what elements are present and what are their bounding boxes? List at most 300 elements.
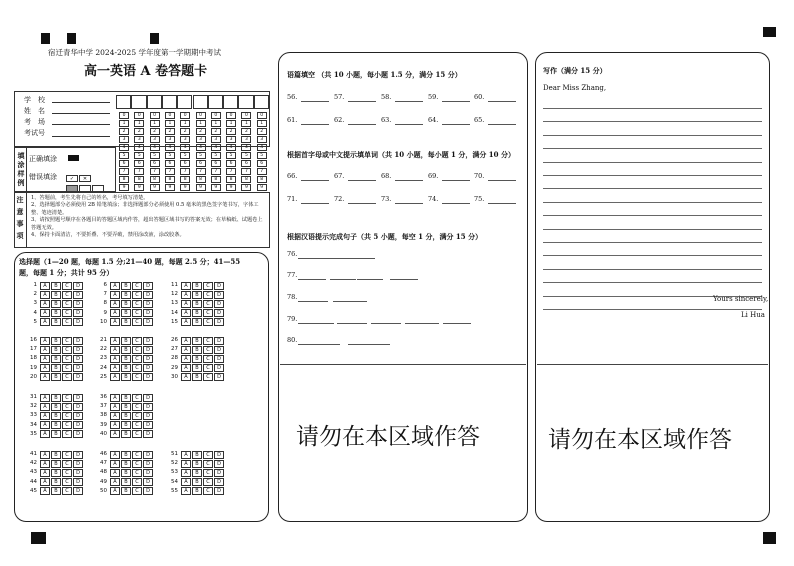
exam-number-bubble[interactable]: 1	[241, 120, 251, 127]
exam-number-bubble[interactable]: 8	[150, 176, 160, 183]
answer-bubble-c[interactable]: C	[132, 487, 142, 495]
answer-bubble-d[interactable]: D	[143, 478, 153, 486]
answer-bubble-b[interactable]: B	[121, 478, 131, 486]
answer-bubble-b[interactable]: B	[51, 430, 61, 438]
answer-bubble-b[interactable]: B	[192, 451, 202, 459]
answer-bubble-c[interactable]: C	[62, 394, 72, 402]
answer-bubble-d[interactable]: D	[214, 364, 224, 372]
writing-line[interactable]	[543, 282, 762, 283]
writing-line[interactable]	[543, 121, 762, 122]
answer-bubble-b[interactable]: B	[121, 403, 131, 411]
answer-bubble-d[interactable]: D	[73, 469, 83, 477]
exam-number-field[interactable]	[52, 136, 110, 137]
answer-bubble-b[interactable]: B	[51, 394, 61, 402]
answer-bubble-a[interactable]: A	[110, 403, 120, 411]
exam-number-bubble[interactable]: 3	[134, 136, 144, 143]
answer-bubble-d[interactable]: D	[143, 355, 153, 363]
answer-blank[interactable]	[488, 101, 516, 102]
answer-bubble-d[interactable]: D	[143, 451, 153, 459]
answer-bubble-d[interactable]: D	[143, 282, 153, 290]
exam-number-digit-box[interactable]	[177, 95, 192, 109]
answer-bubble-c[interactable]: C	[62, 460, 72, 468]
sentence-blank[interactable]	[333, 301, 367, 302]
answer-bubble-b[interactable]: B	[121, 282, 131, 290]
answer-bubble-c[interactable]: C	[62, 346, 72, 354]
exam-number-bubble[interactable]: 6	[226, 160, 236, 167]
answer-bubble-a[interactable]: A	[110, 291, 120, 299]
answer-bubble-d[interactable]: D	[214, 309, 224, 317]
exam-number-bubble[interactable]: 8	[257, 176, 267, 183]
exam-number-digit-box[interactable]	[147, 95, 162, 109]
answer-bubble-c[interactable]: C	[203, 346, 213, 354]
sentence-blank[interactable]	[348, 344, 390, 345]
answer-bubble-c[interactable]: C	[132, 430, 142, 438]
answer-bubble-c[interactable]: C	[62, 430, 72, 438]
answer-bubble-b[interactable]: B	[121, 451, 131, 459]
exam-number-bubble[interactable]: 5	[226, 152, 236, 159]
answer-bubble-a[interactable]: A	[40, 355, 50, 363]
exam-number-bubble[interactable]: 8	[119, 176, 129, 183]
answer-bubble-b[interactable]: B	[192, 309, 202, 317]
answer-bubble-c[interactable]: C	[132, 403, 142, 411]
answer-bubble-c[interactable]: C	[203, 282, 213, 290]
exam-number-digit-box[interactable]	[208, 95, 223, 109]
exam-number-bubble[interactable]: 1	[257, 120, 267, 127]
answer-bubble-b[interactable]: B	[121, 421, 131, 429]
writing-line[interactable]	[543, 108, 762, 109]
exam-number-bubble[interactable]: 3	[211, 136, 221, 143]
exam-number-bubble[interactable]: 0	[180, 112, 190, 119]
answer-bubble-a[interactable]: A	[110, 451, 120, 459]
answer-bubble-b[interactable]: B	[51, 282, 61, 290]
answer-bubble-b[interactable]: B	[121, 373, 131, 381]
exam-number-bubble[interactable]: 3	[257, 136, 267, 143]
answer-bubble-a[interactable]: A	[181, 469, 191, 477]
exam-number-bubble[interactable]: 9	[119, 184, 129, 191]
answer-bubble-c[interactable]: C	[132, 291, 142, 299]
answer-bubble-b[interactable]: B	[51, 478, 61, 486]
answer-bubble-a[interactable]: A	[110, 373, 120, 381]
exam-number-grid[interactable]	[116, 95, 269, 192]
answer-bubble-d[interactable]: D	[143, 394, 153, 402]
answer-bubble-d[interactable]: D	[214, 318, 224, 326]
answer-bubble-a[interactable]: A	[181, 291, 191, 299]
answer-bubble-c[interactable]: C	[132, 300, 142, 308]
answer-bubble-c[interactable]: C	[62, 487, 72, 495]
answer-bubble-c[interactable]: C	[132, 412, 142, 420]
answer-bubble-b[interactable]: B	[51, 451, 61, 459]
answer-bubble-a[interactable]: A	[40, 469, 50, 477]
exam-number-bubble[interactable]: 4	[119, 144, 129, 151]
exam-number-bubble[interactable]: 7	[241, 168, 251, 175]
answer-bubble-c[interactable]: C	[203, 355, 213, 363]
answer-bubble-a[interactable]: A	[40, 291, 50, 299]
answer-bubble-a[interactable]: A	[40, 451, 50, 459]
answer-blank[interactable]	[395, 124, 423, 125]
exam-number-bubble[interactable]: 0	[257, 112, 267, 119]
exam-number-bubble[interactable]: 0	[150, 112, 160, 119]
answer-bubble-b[interactable]: B	[51, 318, 61, 326]
answer-blank[interactable]	[301, 180, 329, 181]
answer-bubble-c[interactable]: C	[203, 337, 213, 345]
answer-bubble-d[interactable]: D	[143, 403, 153, 411]
exam-number-bubble[interactable]: 9	[257, 184, 267, 191]
answer-bubble-b[interactable]: B	[192, 460, 202, 468]
writing-line[interactable]	[543, 255, 762, 256]
answer-bubble-d[interactable]: D	[214, 291, 224, 299]
answer-bubble-d[interactable]: D	[143, 373, 153, 381]
answer-bubble-a[interactable]: A	[110, 337, 120, 345]
answer-bubble-d[interactable]: D	[214, 300, 224, 308]
exam-number-bubble[interactable]: 0	[241, 112, 251, 119]
answer-bubble-d[interactable]: D	[143, 460, 153, 468]
answer-bubble-d[interactable]: D	[73, 309, 83, 317]
answer-bubble-a[interactable]: A	[110, 300, 120, 308]
answer-bubble-b[interactable]: B	[121, 355, 131, 363]
answer-bubble-a[interactable]: A	[110, 487, 120, 495]
exam-number-bubble[interactable]: 5	[196, 152, 206, 159]
exam-number-bubble[interactable]: 5	[257, 152, 267, 159]
answer-bubble-b[interactable]: B	[51, 373, 61, 381]
answer-bubble-d[interactable]: D	[143, 346, 153, 354]
writing-line[interactable]	[543, 162, 762, 163]
answer-bubble-b[interactable]: B	[121, 291, 131, 299]
answer-bubble-d[interactable]: D	[214, 355, 224, 363]
exam-number-bubble[interactable]: 7	[150, 168, 160, 175]
answer-bubble-b[interactable]: B	[121, 487, 131, 495]
answer-bubble-a[interactable]: A	[110, 412, 120, 420]
answer-bubble-c[interactable]: C	[62, 355, 72, 363]
answer-bubble-d[interactable]: D	[214, 282, 224, 290]
exam-number-bubble[interactable]: 9	[196, 184, 206, 191]
answer-blank[interactable]	[348, 101, 376, 102]
exam-number-bubble[interactable]: 4	[226, 144, 236, 151]
answer-bubble-c[interactable]: C	[62, 337, 72, 345]
answer-bubble-d[interactable]: D	[143, 430, 153, 438]
answer-bubble-b[interactable]: B	[51, 403, 61, 411]
answer-bubble-b[interactable]: B	[121, 300, 131, 308]
answer-bubble-a[interactable]: A	[110, 309, 120, 317]
answer-bubble-c[interactable]: C	[203, 364, 213, 372]
exam-number-bubble[interactable]: 3	[119, 136, 129, 143]
exam-number-bubble[interactable]: 6	[180, 160, 190, 167]
answer-bubble-a[interactable]: A	[181, 337, 191, 345]
answer-bubble-a[interactable]: A	[40, 394, 50, 402]
exam-number-bubble[interactable]: 9	[134, 184, 144, 191]
exam-number-bubble[interactable]: 2	[196, 128, 206, 135]
exam-number-bubble[interactable]: 1	[226, 120, 236, 127]
exam-number-bubble[interactable]: 2	[226, 128, 236, 135]
answer-bubble-c[interactable]: C	[203, 469, 213, 477]
answer-bubble-a[interactable]: A	[40, 282, 50, 290]
answer-bubble-c[interactable]: C	[132, 469, 142, 477]
answer-bubble-c[interactable]: C	[62, 469, 72, 477]
exam-number-bubble[interactable]: 6	[119, 160, 129, 167]
answer-blank[interactable]	[348, 124, 376, 125]
answer-bubble-a[interactable]: A	[181, 309, 191, 317]
exam-number-bubble[interactable]: 3	[165, 136, 175, 143]
exam-number-bubble[interactable]: 9	[226, 184, 236, 191]
exam-number-bubble[interactable]: 3	[226, 136, 236, 143]
answer-bubble-a[interactable]: A	[40, 403, 50, 411]
answer-bubble-a[interactable]: A	[110, 469, 120, 477]
exam-number-bubble[interactable]: 2	[150, 128, 160, 135]
answer-bubble-a[interactable]: A	[40, 412, 50, 420]
answer-bubble-a[interactable]: A	[110, 421, 120, 429]
exam-number-bubble[interactable]: 0	[196, 112, 206, 119]
answer-bubble-c[interactable]: C	[62, 421, 72, 429]
exam-number-bubble[interactable]: 4	[150, 144, 160, 151]
answer-bubble-a[interactable]: A	[181, 364, 191, 372]
answer-bubble-b[interactable]: B	[121, 469, 131, 477]
answer-bubble-d[interactable]: D	[143, 364, 153, 372]
exam-number-bubble[interactable]: 6	[241, 160, 251, 167]
exam-number-bubble[interactable]: 9	[180, 184, 190, 191]
writing-line[interactable]	[543, 202, 762, 203]
exam-number-bubble[interactable]: 4	[241, 144, 251, 151]
answer-bubble-d[interactable]: D	[73, 355, 83, 363]
exam-number-bubble[interactable]: 5	[241, 152, 251, 159]
answer-bubble-d[interactable]: D	[73, 282, 83, 290]
answer-bubble-d[interactable]: D	[143, 469, 153, 477]
exam-number-bubble[interactable]: 2	[165, 128, 175, 135]
answer-bubble-c[interactable]: C	[62, 373, 72, 381]
answer-blank[interactable]	[488, 124, 516, 125]
exam-number-digit-box[interactable]	[131, 95, 146, 109]
answer-bubble-c[interactable]: C	[132, 394, 142, 402]
answer-bubble-c[interactable]: C	[62, 300, 72, 308]
answer-bubble-a[interactable]: A	[40, 318, 50, 326]
answer-bubble-c[interactable]: C	[62, 318, 72, 326]
answer-bubble-c[interactable]: C	[132, 421, 142, 429]
exam-number-bubble[interactable]: 6	[150, 160, 160, 167]
answer-bubble-c[interactable]: C	[132, 373, 142, 381]
answer-bubble-a[interactable]: A	[181, 451, 191, 459]
answer-bubble-c[interactable]: C	[203, 478, 213, 486]
answer-blank[interactable]	[301, 124, 329, 125]
exam-number-bubble[interactable]: 9	[165, 184, 175, 191]
writing-line[interactable]	[543, 148, 762, 149]
answer-blank[interactable]	[395, 180, 423, 181]
sentence-blank[interactable]	[298, 301, 328, 302]
answer-bubble-c[interactable]: C	[132, 282, 142, 290]
writing-line[interactable]	[543, 215, 762, 216]
answer-bubble-d[interactable]: D	[73, 412, 83, 420]
exam-number-bubble[interactable]: 5	[165, 152, 175, 159]
answer-bubble-b[interactable]: B	[51, 460, 61, 468]
answer-bubble-a[interactable]: A	[40, 373, 50, 381]
answer-bubble-b[interactable]: B	[51, 412, 61, 420]
answer-bubble-b[interactable]: B	[192, 364, 202, 372]
answer-bubble-a[interactable]: A	[181, 478, 191, 486]
answer-bubble-a[interactable]: A	[40, 364, 50, 372]
answer-bubble-c[interactable]: C	[62, 291, 72, 299]
exam-number-bubble[interactable]: 9	[241, 184, 251, 191]
exam-number-bubble[interactable]: 0	[119, 112, 129, 119]
writing-line[interactable]	[543, 242, 762, 243]
answer-bubble-d[interactable]: D	[73, 291, 83, 299]
exam-number-bubble[interactable]: 7	[119, 168, 129, 175]
answer-bubble-b[interactable]: B	[51, 355, 61, 363]
exam-number-bubble[interactable]: 8	[165, 176, 175, 183]
answer-bubble-b[interactable]: B	[51, 291, 61, 299]
sentence-blank[interactable]	[443, 323, 471, 324]
answer-bubble-d[interactable]: D	[73, 346, 83, 354]
answer-bubble-b[interactable]: B	[192, 373, 202, 381]
answer-bubble-c[interactable]: C	[62, 309, 72, 317]
answer-bubble-d[interactable]: D	[73, 318, 83, 326]
answer-bubble-b[interactable]: B	[121, 346, 131, 354]
answer-bubble-d[interactable]: D	[214, 469, 224, 477]
answer-bubble-a[interactable]: A	[110, 346, 120, 354]
answer-bubble-a[interactable]: A	[40, 460, 50, 468]
answer-bubble-c[interactable]: C	[62, 478, 72, 486]
answer-bubble-b[interactable]: B	[192, 355, 202, 363]
answer-bubble-a[interactable]: A	[181, 300, 191, 308]
answer-bubble-c[interactable]: C	[132, 309, 142, 317]
answer-bubble-b[interactable]: B	[192, 300, 202, 308]
answer-bubble-b[interactable]: B	[121, 318, 131, 326]
answer-bubble-c[interactable]: C	[62, 412, 72, 420]
exam-number-bubble[interactable]: 6	[196, 160, 206, 167]
answer-bubble-a[interactable]: A	[181, 346, 191, 354]
answer-bubble-c[interactable]: C	[62, 403, 72, 411]
answer-bubble-a[interactable]: A	[110, 394, 120, 402]
answer-blank[interactable]	[442, 101, 470, 102]
answer-bubble-b[interactable]: B	[121, 364, 131, 372]
answer-bubble-c[interactable]: C	[203, 309, 213, 317]
exam-number-bubble[interactable]: 3	[180, 136, 190, 143]
answer-bubble-b[interactable]: B	[51, 421, 61, 429]
answer-bubble-c[interactable]: C	[132, 318, 142, 326]
answer-blank[interactable]	[395, 203, 423, 204]
answer-bubble-a[interactable]: A	[181, 318, 191, 326]
answer-bubble-c[interactable]: C	[132, 451, 142, 459]
exam-number-digit-box[interactable]	[162, 95, 177, 109]
answer-bubble-d[interactable]: D	[73, 430, 83, 438]
answer-bubble-b[interactable]: B	[121, 309, 131, 317]
exam-number-bubble[interactable]: 7	[257, 168, 267, 175]
sentence-blank[interactable]	[371, 323, 401, 324]
answer-bubble-c[interactable]: C	[203, 373, 213, 381]
answer-bubble-b[interactable]: B	[121, 337, 131, 345]
exam-number-bubble[interactable]: 5	[180, 152, 190, 159]
exam-number-bubble[interactable]: 4	[211, 144, 221, 151]
exam-number-bubble[interactable]: 4	[165, 144, 175, 151]
exam-number-bubble[interactable]: 7	[196, 168, 206, 175]
exam-number-digit-box[interactable]	[223, 95, 238, 109]
sentence-blank[interactable]	[405, 323, 439, 324]
answer-bubble-d[interactable]: D	[73, 421, 83, 429]
answer-bubble-c[interactable]: C	[62, 451, 72, 459]
exam-number-bubble[interactable]: 4	[134, 144, 144, 151]
exam-number-bubble[interactable]: 1	[119, 120, 129, 127]
answer-bubble-d[interactable]: D	[214, 478, 224, 486]
answer-bubble-d[interactable]: D	[73, 403, 83, 411]
answer-blank[interactable]	[442, 203, 470, 204]
answer-bubble-d[interactable]: D	[73, 337, 83, 345]
exam-number-bubble[interactable]: 7	[165, 168, 175, 175]
answer-bubble-d[interactable]: D	[73, 487, 83, 495]
exam-number-bubble[interactable]: 6	[134, 160, 144, 167]
exam-number-bubble[interactable]: 2	[134, 128, 144, 135]
answer-bubble-d[interactable]: D	[214, 487, 224, 495]
answer-bubble-d[interactable]: D	[143, 337, 153, 345]
sentence-blank[interactable]	[330, 279, 356, 280]
answer-bubble-b[interactable]: B	[121, 430, 131, 438]
sentence-blank[interactable]	[337, 323, 367, 324]
answer-bubble-d[interactable]: D	[214, 373, 224, 381]
answer-bubble-a[interactable]: A	[40, 337, 50, 345]
exam-number-bubble[interactable]: 3	[241, 136, 251, 143]
answer-bubble-b[interactable]: B	[51, 487, 61, 495]
answer-bubble-a[interactable]: A	[181, 460, 191, 468]
sentence-blank[interactable]	[357, 279, 383, 280]
answer-bubble-a[interactable]: A	[110, 364, 120, 372]
answer-bubble-c[interactable]: C	[203, 460, 213, 468]
name-field[interactable]	[52, 113, 110, 114]
answer-blank[interactable]	[348, 203, 376, 204]
exam-number-bubble[interactable]: 2	[241, 128, 251, 135]
answer-bubble-d[interactable]: D	[143, 487, 153, 495]
exam-number-bubble[interactable]: 9	[150, 184, 160, 191]
answer-blank[interactable]	[301, 203, 329, 204]
exam-number-digit-box[interactable]	[193, 95, 208, 109]
answer-bubble-a[interactable]: A	[110, 460, 120, 468]
exam-number-bubble[interactable]: 6	[211, 160, 221, 167]
answer-bubble-b[interactable]: B	[192, 282, 202, 290]
answer-blank[interactable]	[488, 180, 516, 181]
answer-bubble-d[interactable]: D	[73, 451, 83, 459]
answer-bubble-a[interactable]: A	[110, 430, 120, 438]
exam-number-bubble[interactable]: 0	[226, 112, 236, 119]
answer-bubble-d[interactable]: D	[214, 346, 224, 354]
exam-number-bubble[interactable]: 8	[211, 176, 221, 183]
answer-bubble-b[interactable]: B	[121, 394, 131, 402]
answer-blank[interactable]	[348, 180, 376, 181]
answer-bubble-b[interactable]: B	[51, 364, 61, 372]
exam-number-bubble[interactable]: 9	[211, 184, 221, 191]
exam-number-bubble[interactable]: 4	[257, 144, 267, 151]
answer-blank[interactable]	[442, 124, 470, 125]
answer-bubble-a[interactable]: A	[40, 346, 50, 354]
exam-number-bubble[interactable]: 3	[196, 136, 206, 143]
exam-number-bubble[interactable]: 5	[134, 152, 144, 159]
answer-bubble-b[interactable]: B	[51, 300, 61, 308]
answer-bubble-a[interactable]: A	[40, 430, 50, 438]
answer-bubble-c[interactable]: C	[203, 291, 213, 299]
exam-number-bubble[interactable]: 6	[257, 160, 267, 167]
exam-number-bubble[interactable]: 1	[196, 120, 206, 127]
answer-bubble-c[interactable]: C	[132, 478, 142, 486]
exam-number-bubble[interactable]: 8	[180, 176, 190, 183]
answer-bubble-a[interactable]: A	[40, 300, 50, 308]
exam-number-bubble[interactable]: 5	[119, 152, 129, 159]
answer-bubble-a[interactable]: A	[181, 282, 191, 290]
exam-number-bubble[interactable]: 1	[211, 120, 221, 127]
exam-number-bubble[interactable]: 2	[119, 128, 129, 135]
answer-bubble-d[interactable]: D	[143, 318, 153, 326]
sentence-blank[interactable]	[298, 279, 326, 280]
answer-bubble-a[interactable]: A	[40, 478, 50, 486]
exam-number-bubble[interactable]: 0	[211, 112, 221, 119]
answer-bubble-b[interactable]: B	[51, 337, 61, 345]
answer-bubble-c[interactable]: C	[203, 487, 213, 495]
answer-bubble-b[interactable]: B	[192, 469, 202, 477]
answer-bubble-a[interactable]: A	[110, 478, 120, 486]
answer-bubble-c[interactable]: C	[132, 364, 142, 372]
answer-bubble-d[interactable]: D	[214, 337, 224, 345]
